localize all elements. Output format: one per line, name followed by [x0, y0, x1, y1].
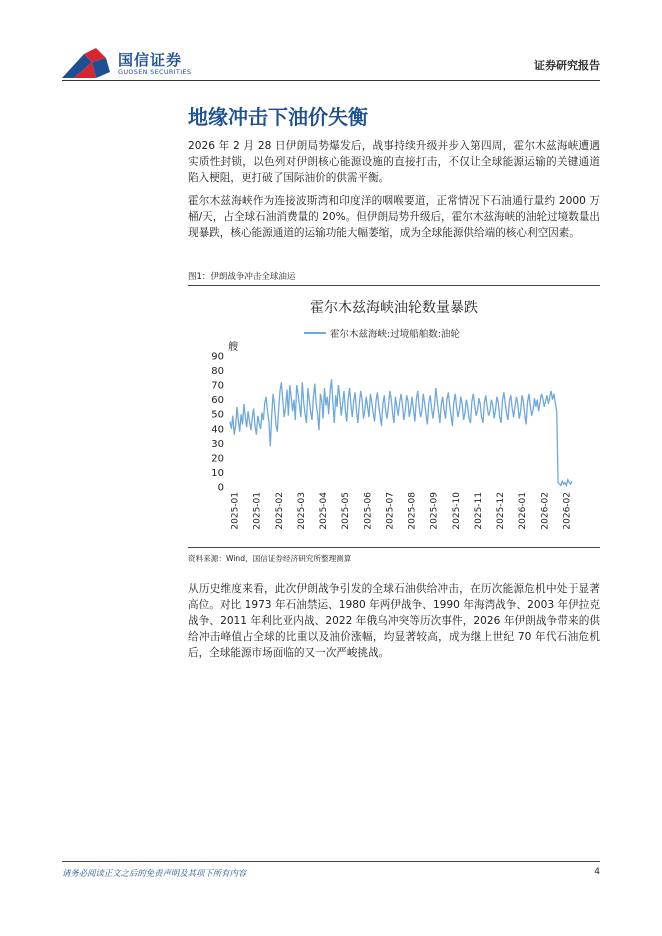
y-tick-label: 10	[211, 467, 224, 479]
y-tick-label: 50	[211, 409, 224, 421]
x-tick-label: 2026-01	[518, 492, 529, 530]
x-tick-label: 2025-08	[407, 492, 418, 530]
y-tick-label: 90	[211, 351, 224, 363]
x-tick-label: 2025-07	[385, 492, 396, 530]
x-tick-label: 2026-02	[562, 492, 573, 530]
y-tick-label: 70	[211, 380, 224, 392]
section-title: 地缘冲击下油价失衡	[188, 105, 368, 129]
footer-divider	[62, 861, 600, 862]
paragraph-3: 从历史维度来看，此次伊朗战争引发的全球石油供给冲击，在历次能源危机中处于显著高位。对比 1973 年石油禁运、1980 年两伊战争、1990 年海湾战争、2003 年伊拉克战争、2011 年利比亚内战、2022 年俄乌冲突等历次事件，2026 年伊朗战争带来的供给冲击峰值占全球的比重以及油价涨幅，均显著较高，成为继上世纪 70 年代石油危机后，全球能源市场面临的又一次严峻挑战。	[188, 583, 600, 659]
x-tick-label: 2025-05	[341, 492, 352, 530]
x-tick-label: 2026-02	[540, 492, 551, 530]
guosen-logo-icon	[62, 48, 112, 82]
x-tick-label: 2025-10	[451, 492, 462, 530]
tanker-transit-chart	[188, 286, 600, 546]
y-tick-label: 30	[211, 438, 224, 450]
x-tick-label: 2025-09	[429, 492, 440, 530]
company-name-cn: 国信证券	[118, 51, 183, 69]
legend-label: 霍尔木兹海峡:过境船舶数:油轮	[330, 329, 460, 340]
y-tick-label: 60	[211, 395, 224, 407]
figure-caption: 图1：伊朗战争冲击全球油运	[188, 272, 296, 282]
report-type-label: 证券研究报告	[534, 59, 600, 72]
x-tick-label: 2025-06	[363, 492, 374, 530]
disclaimer-note: 请务必阅读正文之后的免责声明及其项下所有内容	[62, 868, 247, 878]
y-axis-label: 艘	[228, 342, 238, 353]
chart-title: 霍尔木兹海峡油轮数量暴跌	[310, 300, 478, 316]
x-tick-label: 2025-02	[274, 492, 285, 530]
series-line	[230, 379, 572, 485]
x-tick-label: 2025-01	[230, 492, 241, 530]
header-divider	[62, 80, 600, 81]
y-tick-label: 80	[211, 366, 224, 378]
y-tick-label: 20	[211, 453, 224, 465]
figure-bottom-rule	[188, 547, 600, 548]
company-name-en: GUOSEN SECURITIES	[118, 68, 192, 76]
paragraph-2: 霍尔木兹海峡作为连接波斯湾和印度洋的咽喉要道，正常情况下石油通行量约 2000 万桶/天，占全球石油消费量的 20%。但伊朗局势升级后，霍尔木兹海峡的油轮过境数量出现暴跌，核心能源通道的运输功能大幅萎缩，成为全球能源供给端的核心利空因素。	[188, 195, 600, 239]
paragraph-1: 2026 年 2 月 28 日伊朗局势爆发后，战事持续升级并步入第四周，霍尔木兹海峡遭遇实质性封锁，以色列对伊朗核心能源设施的直接打击，不仅让全球能源运输的关键通道陷入梗阻，更打破了国际油价的供需平衡。	[188, 140, 600, 184]
x-tick-label: 2025-11	[473, 492, 484, 530]
y-tick-label: 40	[211, 424, 224, 436]
page-number: 4	[594, 867, 600, 877]
x-tick-label: 2025-01	[252, 492, 263, 530]
y-tick-label: 0	[217, 482, 224, 494]
x-tick-label: 2025-12	[496, 492, 507, 530]
x-tick-label: 2025-04	[319, 492, 330, 530]
x-tick-label: 2025-03	[296, 492, 307, 530]
figure-source: 资料来源：Wind，国信证券经济研究所整理测算	[188, 554, 352, 563]
